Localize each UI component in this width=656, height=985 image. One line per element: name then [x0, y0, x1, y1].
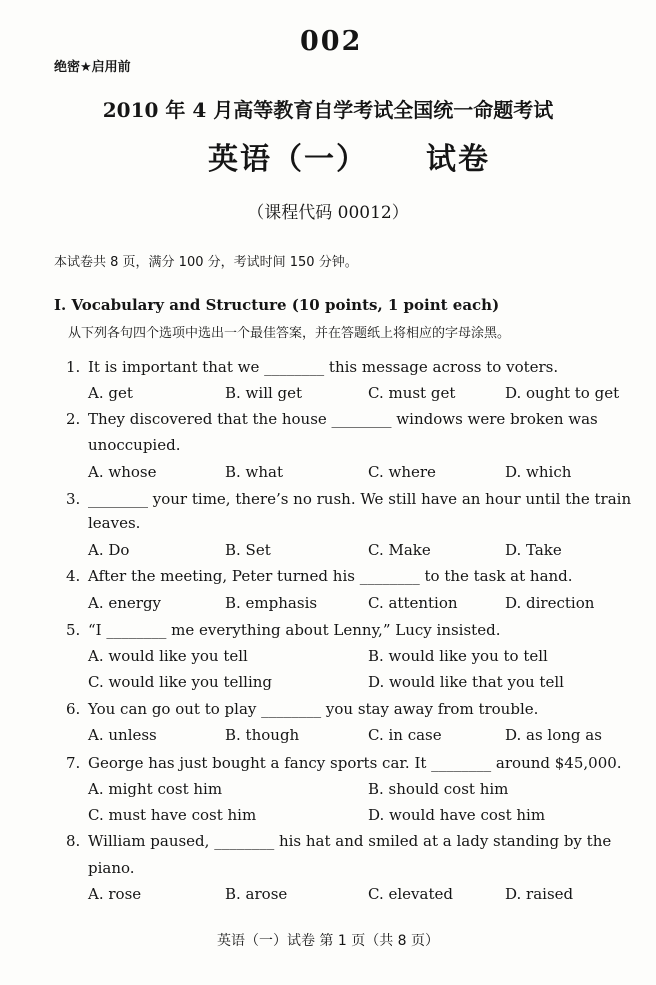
question-number: 1. [66, 358, 81, 376]
option-a: A. energy [88, 594, 162, 612]
option-d: D. would have cost him [368, 806, 546, 824]
confidential-label: 绝密★启用前 [54, 60, 131, 75]
question-4 [66, 567, 573, 585]
option-c: C. Make [368, 541, 431, 559]
question-number: 8. [66, 832, 81, 850]
exam-title: 2010 年 4 月高等教育自学考试全国统一命题考试 [102, 98, 554, 122]
question-text: They discovered that the house ________ windows were broken was [88, 410, 598, 428]
option-a: A. get [88, 384, 133, 402]
option-b: B. should cost him [368, 780, 509, 798]
question-3 [66, 490, 631, 508]
option-d: D. ought to get [505, 384, 620, 402]
option-c: C. elevated [368, 885, 453, 903]
option-c: C. in case [368, 726, 442, 744]
question-number: 4. [66, 567, 81, 585]
option-d: D. as long as [505, 726, 602, 744]
question-text-continued: piano. [88, 859, 135, 877]
question-text-continued: unoccupied. [88, 436, 181, 454]
option-b: B. though [225, 726, 300, 744]
option-a: A. would like you tell [88, 647, 248, 665]
option-a: A. unless [88, 726, 157, 744]
question-text: It is important that we ________ this message across to voters. [88, 358, 559, 376]
question-text: ________ your time, there’s no rush. We still have an hour until the train [88, 490, 632, 508]
paper-title-suffix: 试卷 [426, 142, 490, 177]
question-text: George has just bought a fancy sports car. It ________ around $45,000. [88, 754, 622, 772]
question-5 [66, 621, 500, 639]
option-b: B. arose [225, 885, 288, 903]
option-a: A. might cost him [88, 780, 223, 798]
option-b: B. would like you to tell [368, 647, 548, 665]
question-text: After the meeting, Peter turned his ________ to the task at hand. [88, 567, 573, 585]
question-number: 6. [66, 700, 81, 718]
option-b: B. emphasis [225, 594, 318, 612]
paper-title-subject: 英语（一） [208, 142, 368, 177]
option-c: C. must have cost him [88, 806, 257, 824]
section-instruction: 从下列各句四个选项中选出一个最佳答案，并在答题纸上将相应的字母涂黑。 [68, 326, 511, 341]
question-text: “I ________ me everything about Lenny,” Lucy insisted. [88, 621, 501, 639]
course-code: （课程代码 00012） [247, 203, 409, 223]
question-7 [66, 754, 622, 772]
option-c: C. would like you telling [88, 673, 272, 691]
section-title: I. Vocabulary and Structure (10 points, 1 point each) [54, 296, 500, 314]
question-text-continued: leaves. [88, 514, 141, 532]
option-b: B. will get [225, 384, 303, 402]
paper-title [208, 134, 490, 178]
option-b: B. what [225, 463, 284, 481]
exam-info: 本试卷共 8 页，满分 100 分，考试时间 150 分钟。 [54, 255, 358, 270]
question-number: 2. [66, 410, 81, 428]
option-d: D. raised [505, 885, 574, 903]
option-a: A. whose [88, 463, 157, 481]
option-d: D. which [505, 463, 572, 481]
question-number: 3. [66, 490, 81, 508]
option-a: A. Do [88, 541, 130, 559]
question-1 [66, 358, 558, 376]
question-text: William paused, ________ his hat and smiled at a lady standing by the [88, 832, 612, 850]
question-8 [66, 832, 611, 850]
option-d: D. would like that you tell [368, 673, 564, 691]
option-b: B. Set [225, 541, 271, 559]
option-d: D. direction [505, 594, 595, 612]
question-6 [66, 700, 538, 718]
question-2 [66, 410, 598, 428]
option-c: C. attention [368, 594, 458, 612]
paper-code: 002 [300, 26, 363, 57]
question-number: 7. [66, 754, 81, 772]
option-c: C. where [368, 463, 436, 481]
option-d: D. Take [505, 541, 562, 559]
question-number: 5. [66, 621, 81, 639]
option-a: A. rose [88, 885, 142, 903]
question-text: You can go out to play ________ you stay away from trouble. [88, 700, 539, 718]
option-c: C. must get [368, 384, 456, 402]
page-footer: 英语（一）试卷 第 1 页（共 8 页） [216, 933, 440, 949]
